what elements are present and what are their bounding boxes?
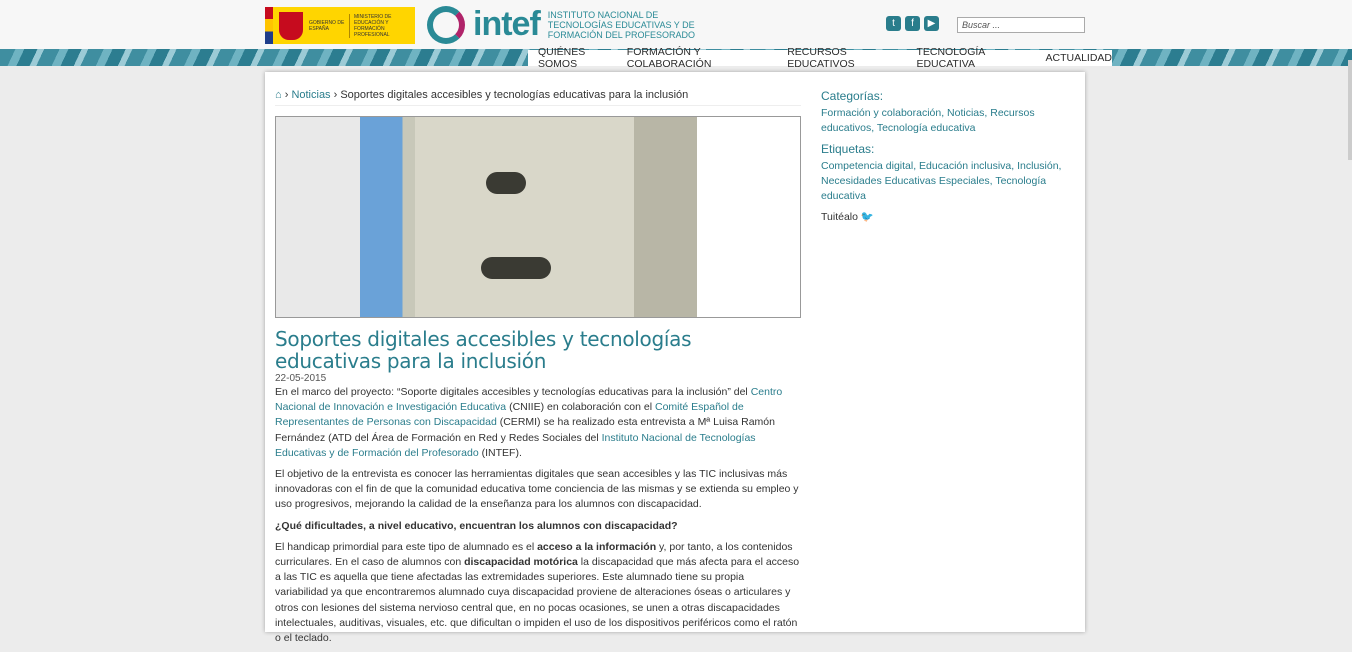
breadcrumb-noticias[interactable]: Noticias — [291, 89, 331, 101]
search-input[interactable]: Buscar ... — [957, 17, 1085, 33]
paragraph — [275, 540, 800, 646]
facebook-icon[interactable]: f — [905, 16, 920, 31]
intef-logo[interactable] — [427, 5, 695, 44]
intef-sub-line: TECNOLOGÍAS EDUCATIVAS Y DE — [547, 19, 695, 30]
tags-title: Etiquetas: — [821, 142, 875, 156]
intef-mark-icon — [427, 6, 465, 44]
question-text: ¿Qué dificultades, a nivel educativo, encuentran los alumnos con discapacidad? — [275, 519, 678, 532]
scrollbar[interactable] — [1348, 60, 1352, 160]
door-handle — [481, 257, 551, 279]
flag-icon — [265, 7, 273, 44]
nav-recursos[interactable]: RECURSOS EDUCATIVOS — [787, 46, 855, 70]
paragraph: El objetivo de la entrevista es conocer las herramientas digitales que sean accesibles y las TIC inclusivas más innovadoras con el fin de que la comunidad educativa tome conciencia de las mismas y se extienda su empleo y uso progresivos, mejorando la calidad de la enseñanza para los alumnos con discapacidad. — [275, 468, 799, 511]
gobierno-logo[interactable] — [265, 7, 415, 44]
paragraph — [275, 385, 800, 461]
intef-word: intef — [473, 5, 540, 43]
text: (CERMI) se ha realizado esta entrevista a Mª Luisa Ramón Fernández (ATD del Área de Formación en Red y Redes Sociales del — [275, 416, 775, 444]
lock-knob — [486, 172, 526, 194]
main-nav — [528, 46, 1112, 70]
bold-text: discapacidad motórica — [464, 556, 578, 569]
ministry-text: MINISTERIO DE EDUCACIÓN Y FORMACIÓN PROFESIONAL — [349, 14, 409, 38]
link-cermi[interactable]: Comité Español de Representantes de Personas con Discapacidad — [275, 401, 744, 429]
intef-sub-line: FORMACIÓN DEL PROFESORADO — [547, 29, 695, 40]
home-icon[interactable]: ⌂ — [275, 89, 282, 101]
text: la discapacidad que más afecta para el acceso a las TIC es aquella que tiene afectadas las extremidades superiores. Este alumnado tiene su propia variabilidad ya que encontraremos alumnado cuya discapacidad proviene de alteraciones óseas o articulares y otros con lesiones del sistema nervioso central que, en no pocas ocasiones, se unen a otras discapacidades intelectuales, auditivas, visuales, etc. que dificultan o impiden el uso de los dispositivos periféricos como el ratón o el teclado. — [275, 556, 800, 645]
gob-text: GOBIERNO DE ESPAÑA — [309, 19, 345, 32]
text: y, por tanto, a los contenidos curriculares. En el caso de alumnos con — [275, 540, 793, 569]
twitter-bird-icon: 🐦 — [860, 211, 874, 223]
nav-actualidad[interactable]: ACTUALIDAD — [1045, 52, 1112, 64]
tweet-button[interactable] — [821, 210, 1071, 225]
text: En el marco del proyecto: “Soporte digitales accesibles y tecnologías educativas para la inclusión” del — [275, 386, 751, 398]
twitter-icon[interactable]: t — [886, 16, 901, 31]
youtube-icon[interactable]: ▶ — [924, 16, 939, 31]
nav-tecnologia[interactable]: TECNOLOGÍA EDUCATIVA — [916, 46, 985, 70]
categories-title: Categorías: — [821, 89, 884, 103]
article-body — [275, 385, 800, 652]
article-date: 22-05-2015 — [275, 373, 327, 384]
question — [275, 519, 800, 534]
link-cniie[interactable]: Centro Nacional de Innovación e Investigación Educativa — [275, 386, 783, 414]
link-intef[interactable]: Instituto Nacional de Tecnologías Educativas y de Formación del Profesorado — [275, 431, 756, 459]
intef-sub-line: INSTITUTO NACIONAL DE — [547, 9, 659, 20]
nav-quienes-somos[interactable]: QUIÉNES SOMOS — [538, 46, 586, 70]
text: El handicap primordial para este tipo de alumnado es el — [275, 540, 538, 553]
coat-of-arms-icon — [279, 12, 303, 40]
door-photo — [276, 117, 697, 318]
article-title: Soportes digitales accesibles y tecnologías educativas para la inclusión — [275, 327, 692, 373]
content-panel — [265, 72, 1085, 645]
text: (CNIIE) en colaboración con el — [506, 401, 655, 414]
breadcrumb: ⌂ › Noticias › Soportes digitales accesibles y tecnologías educativas para la inclusión — [275, 89, 801, 106]
tags-links[interactable]: Competencia digital, Educación inclusiva, Inclusión, Necesidades Educativas Especiales, Tecnología educativa — [821, 160, 1062, 202]
nav-formacion[interactable]: FORMACIÓN Y COLABORACIÓN — [626, 46, 712, 70]
intef-subtitle — [548, 10, 695, 40]
bold-text: acceso a la información — [537, 540, 657, 553]
article-image — [275, 116, 801, 318]
tweet-label: Tuitéalo — [821, 211, 858, 223]
text: (INTEF). — [478, 446, 522, 459]
social-links — [886, 16, 939, 31]
breadcrumb-current: Soportes digitales accesibles y tecnologías educativas para la inclusión — [340, 89, 689, 101]
sidebar — [821, 89, 1071, 225]
categories-links[interactable]: Formación y colaboración, Noticias, Recursos educativos, Tecnología educativa — [821, 107, 1035, 134]
